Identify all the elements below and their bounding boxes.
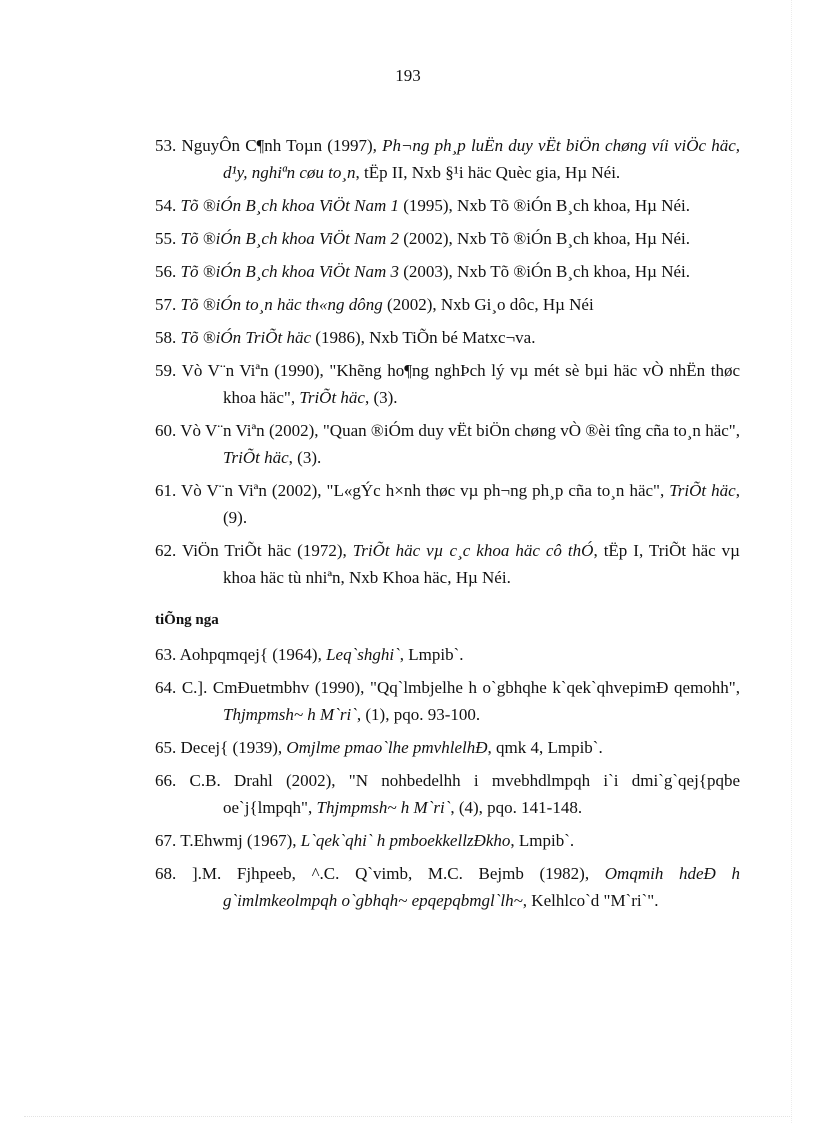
reference-number: 53.: [155, 136, 177, 155]
reference-text: Vò V¨n Viªn (2002), "Quan ®iÓm duy vËt biÖn chøng vÒ ®èi tîng cña to¸n häc",: [180, 421, 740, 440]
reference-title: Tõ ®iÓn B¸ch khoa ViÖt Nam 3: [180, 262, 399, 281]
reference-number: 66.: [155, 771, 177, 790]
reference-title: L`qek`qhi` h pmboekkellzÐkho: [300, 831, 511, 850]
reference-group-russian: [155, 641, 740, 914]
reference-number: 68.: [155, 864, 177, 883]
reference-entry: [155, 674, 740, 728]
reference-text: , tËp II, Nxb §¹i häc Quèc gia, Hµ Néi.: [355, 163, 621, 182]
reference-text: , (3).: [288, 448, 322, 467]
reference-title: Tõ ®iÓn TriÕt häc: [180, 328, 312, 347]
reference-entry: [155, 767, 740, 821]
reference-number: 57.: [155, 295, 177, 314]
reference-text: Aohpqmqej{ (1964),: [179, 645, 327, 664]
reference-entry: [155, 827, 740, 854]
reference-title: TriÕt häc: [669, 481, 736, 500]
reference-number: 65.: [155, 738, 177, 757]
reference-text: , (9).: [223, 481, 740, 527]
reference-number: 54.: [155, 196, 177, 215]
reference-text: , Kelhlco`d "M`ri`".: [522, 891, 659, 910]
reference-entry: [155, 641, 740, 668]
reference-title: TriÕt häc: [299, 388, 365, 407]
reference-entry: [155, 132, 740, 186]
reference-title: , Ph¬ng ph¸p luËn duy vËt biÖn chøng víi viÖc häc, d¹y, nghiªn cøu to¸n: [223, 136, 741, 182]
reference-number: 56.: [155, 262, 177, 281]
reference-text: , Lmpib`.: [510, 831, 575, 850]
reference-number: 58.: [155, 328, 177, 347]
page-bottom-rule: [24, 1116, 792, 1117]
reference-title: Leq`shghi`: [326, 645, 400, 664]
reference-title: Tõ ®iÓn B¸ch khoa ViÖt Nam 2: [180, 229, 399, 248]
reference-entry: [155, 192, 740, 219]
reference-number: 67.: [155, 831, 177, 850]
reference-entry: [155, 860, 740, 914]
reference-text: C.]. CmÐuetmbhv (1990), "Qq`lmbjelhe h o`gbhqhe k`qek`qhvepimÐ qemohh",: [181, 678, 740, 697]
reference-text: , (3).: [364, 388, 398, 407]
reference-title: Omqmih hdeÐ h g`imlmkeolmpqh o`gbhqh~ epqepqbmgl`lh~: [223, 864, 740, 910]
reference-entry: [155, 417, 740, 471]
reference-text: (2003), Nxb Tõ ®iÓn B¸ch khoa, Hµ Néi.: [398, 262, 691, 281]
reference-list: [155, 132, 740, 920]
reference-text: (2002), Nxb Gi¸o dôc, Hµ Néi: [382, 295, 594, 314]
reference-entry: [155, 324, 740, 351]
reference-group-vietnamese: [155, 132, 740, 591]
reference-number: 63.: [155, 645, 177, 664]
reference-text: , qmk 4, Lmpib`.: [487, 738, 603, 757]
reference-text: Vò V¨n Viªn (1990), "Khẽng ho¶ng nghÞch lý vµ mét sè bµi häc vÒ nhËn thøc khoa häc",: [181, 361, 740, 407]
reference-number: 55.: [155, 229, 177, 248]
reference-text: T.Ehwmj (1967),: [180, 831, 301, 850]
reference-entry: [155, 357, 740, 411]
section-heading-russian: tiÕng nga: [155, 612, 219, 628]
reference-text: , (4), pqo. 141-148.: [450, 798, 583, 817]
reference-entry: [155, 225, 740, 252]
reference-entry: [155, 291, 740, 318]
reference-entry: [155, 734, 740, 761]
reference-text: NguyÔn C¶nh Toµn (1997): [181, 136, 373, 155]
reference-text: , (1), pqo. 93-100.: [356, 705, 481, 724]
reference-number: 60.: [155, 421, 177, 440]
reference-title: Thjmpmsh~ h M`ri`: [316, 798, 451, 817]
reference-number: 59.: [155, 361, 177, 380]
page-number: 193: [395, 66, 421, 85]
reference-text: (2002), Nxb Tõ ®iÓn B¸ch khoa, Hµ Néi.: [398, 229, 691, 248]
reference-title: TriÕt häc: [223, 448, 289, 467]
reference-entry: [155, 477, 740, 531]
reference-title: Thjmpmsh~ h M`ri`: [223, 705, 357, 724]
reference-text: , tËp I, TriÕt häc vµ khoa häc tù nhiªn, Nxb Khoa häc, Hµ Néi.: [223, 541, 740, 587]
reference-text: Decej{ (1939),: [180, 738, 287, 757]
margin-guide-line: [791, 0, 792, 1123]
reference-text: Vò V¨n Viªn (2002), "L«gÝc h×nh thøc vµ ph¬ng ph¸p cña to¸n häc",: [181, 481, 670, 500]
reference-title: Tõ ®iÓn B¸ch khoa ViÖt Nam 1: [180, 196, 399, 215]
reference-entry: [155, 258, 740, 285]
reference-title: Omjlme pmao`lhe pmvhlelhÐ: [286, 738, 488, 757]
reference-title: TriÕt häc vµ c¸c khoa häc cô thÓ: [352, 541, 594, 560]
reference-text: C.B. Drahl (2002), "N nohbedelhh i mvebhdlmpqh i`i dmi`g`qej{pqbe oe`j{lmpqh",: [189, 771, 741, 817]
reference-entry: [155, 537, 740, 591]
reference-title: Tõ ®iÓn to¸n häc th«ng dông: [180, 295, 383, 314]
reference-text: , Lmpib`.: [399, 645, 464, 664]
reference-text: ].M. Fjhpeeb, ^.C. Q`vimb, M.C. Bejmb (1982),: [191, 864, 605, 883]
reference-text: (1995), Nxb Tõ ®iÓn B¸ch khoa, Hµ Néi.: [398, 196, 691, 215]
reference-number: 62.: [155, 541, 177, 560]
reference-number: 61.: [155, 481, 177, 500]
reference-number: 64.: [155, 678, 177, 697]
reference-text: ViÖn TriÕt häc (1972),: [181, 541, 353, 560]
reference-text: (1986), Nxb TiÕn bé Matxc¬va.: [311, 328, 536, 347]
